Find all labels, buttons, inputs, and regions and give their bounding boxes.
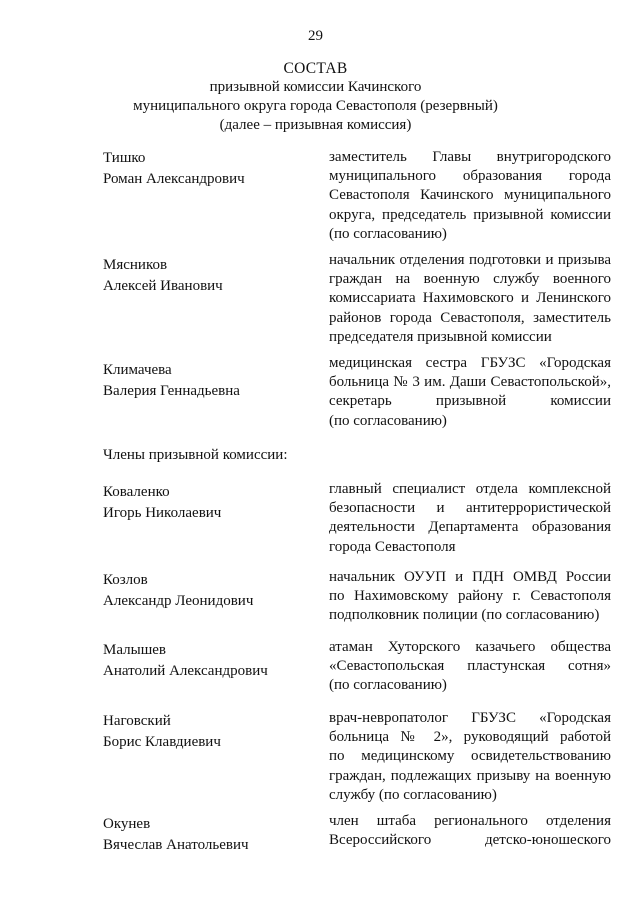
member-name <box>103 570 313 612</box>
role-line: (по согласованию) <box>329 677 447 694</box>
member-surname: Климачева <box>103 362 172 378</box>
member-given-names: Алексей Иванович <box>103 278 223 294</box>
member-given-names: Вячеслав Анатольевич <box>103 837 249 853</box>
member-surname: Коваленко <box>103 484 170 500</box>
role-line: районов города Севастополя, заместитель <box>329 309 611 326</box>
role-line: (по согласованию) <box>329 225 447 242</box>
member-given-names: Валерия Геннадьевна <box>103 383 240 399</box>
member-role <box>329 251 611 347</box>
role-line: больница № 3 им. Даши Севастопольской», <box>329 374 611 391</box>
role-line: член штаба регионального отделения <box>329 813 611 829</box>
role-line: больница № 2», руководящий работой <box>329 729 611 746</box>
member-given-names: Борис Клавдиевич <box>103 734 221 750</box>
members-section-label: Члены призывной комиссии: <box>103 447 288 463</box>
member-name <box>103 255 313 297</box>
document-heading <box>0 59 631 135</box>
member-name <box>103 482 313 524</box>
role-line: деятельности Департамента образования <box>329 519 611 536</box>
role-line: Севастополя Качинского муниципального <box>329 187 611 204</box>
member-role <box>329 812 611 850</box>
member-role <box>329 568 611 626</box>
heading-line-1: призывной комиссии Качинского <box>209 79 422 95</box>
member-given-names: Игорь Николаевич <box>103 505 222 521</box>
member-surname: Тишко <box>103 150 146 166</box>
role-line: Всероссийского детско-юношеского <box>329 832 611 849</box>
page-number: 29 <box>308 28 323 44</box>
role-line: муниципального образования города <box>329 168 611 185</box>
member-name <box>103 360 313 402</box>
member-role <box>329 638 611 696</box>
member-surname: Наговский <box>103 713 171 729</box>
member-surname: Малышев <box>103 642 166 658</box>
heading-title: СОСТАВ <box>283 60 348 77</box>
role-line: граждан, подлежащих призыву на военную <box>329 767 611 784</box>
role-line: по медицинскому освидетельствованию <box>329 748 611 765</box>
heading-line-2: муниципального округа города Севастополя (резервный) <box>133 98 498 114</box>
member-role <box>329 709 611 805</box>
role-line: начальник ОУУП и ПДН ОМВД России <box>329 569 611 585</box>
heading-line-3: (далее – призывная комиссия) <box>219 117 412 133</box>
role-line: атаман Хуторского казачьего общества <box>329 639 611 655</box>
member-given-names: Александр Леонидович <box>103 593 254 609</box>
member-role <box>329 148 611 244</box>
role-line: безопасности и антитеррористической <box>329 500 611 517</box>
role-line: службу (по согласованию) <box>329 786 497 803</box>
role-line: города Севастополя <box>329 538 456 555</box>
role-line: по Нахимовскому району г. Севастополя <box>329 588 611 605</box>
role-line: заместитель Главы внутригородского <box>329 149 611 165</box>
role-line: (по согласованию) <box>329 412 447 429</box>
member-name <box>103 711 313 753</box>
member-given-names: Роман Александрович <box>103 171 245 187</box>
role-line: «Севастопольская пластунская сотня» <box>329 658 611 675</box>
member-surname: Козлов <box>103 572 148 588</box>
member-role <box>329 354 611 431</box>
member-surname: Мясников <box>103 257 168 273</box>
role-line: граждан на военную службу военного <box>329 271 611 288</box>
role-line: начальник отделения подготовки и призыва <box>329 252 611 268</box>
role-line: председателя призывной комиссии <box>329 328 552 345</box>
member-name <box>103 148 313 190</box>
member-surname: Окунев <box>103 816 151 832</box>
role-line: комиссариата Нахимовского и Ленинского <box>329 290 611 307</box>
member-role <box>329 480 611 557</box>
role-line: главный специалист отдела комплексной <box>329 481 611 497</box>
role-line: медицинская сестра ГБУЗС «Городская <box>329 355 611 371</box>
role-line: секретарь призывной комиссии <box>329 393 611 410</box>
member-name <box>103 640 313 682</box>
role-line: подполковник полиции (по согласованию) <box>329 607 600 624</box>
member-name <box>103 814 313 856</box>
member-given-names: Анатолий Александрович <box>103 663 268 679</box>
role-line: округа, председатель призывной комиссии <box>329 206 611 223</box>
role-line: врач-невропатолог ГБУЗС «Городская <box>329 710 611 726</box>
